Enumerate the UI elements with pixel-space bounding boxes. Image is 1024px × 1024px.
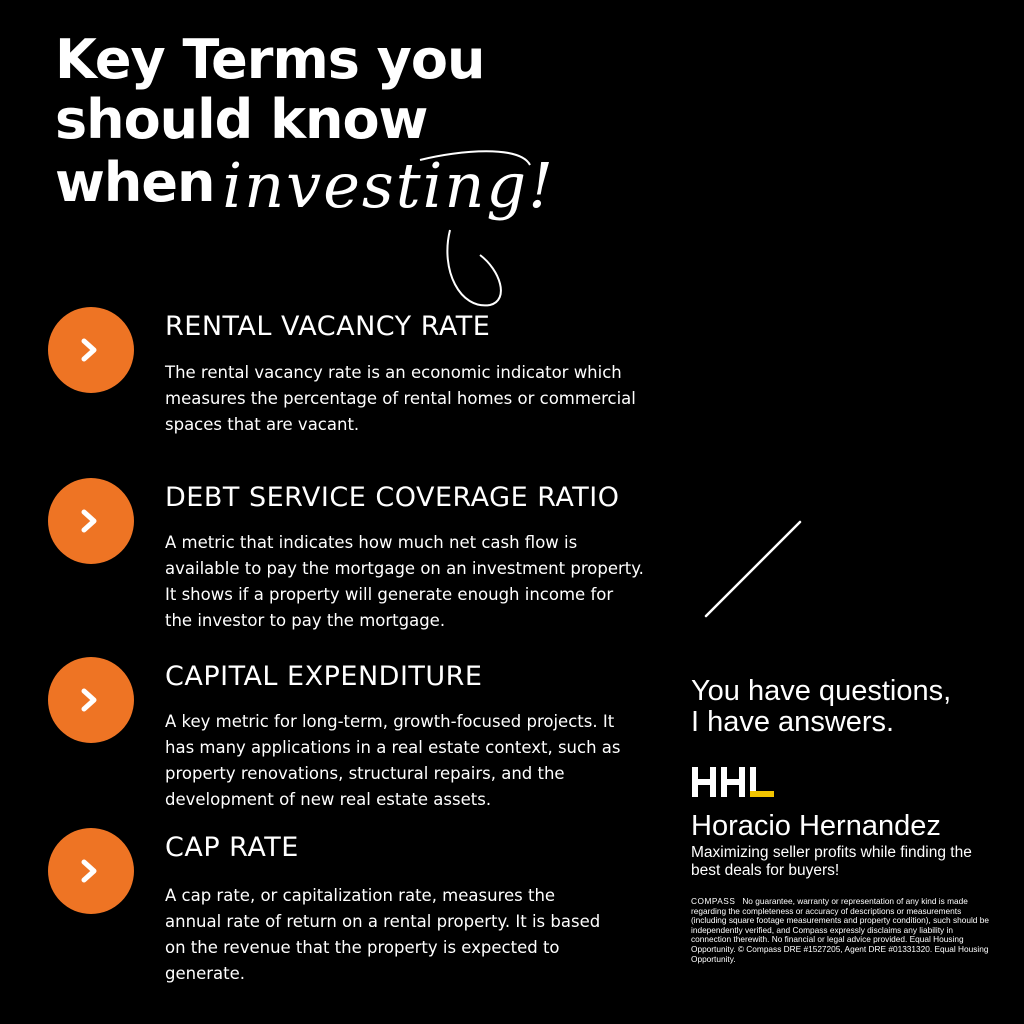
chevron-right-icon [80,337,102,363]
term-badge [48,657,134,743]
chevron-right-icon [80,687,102,713]
term-description: A metric that indicates how much net cash flow is available to pay the mortgage on an investment property. It shows if a property will generate enough income for the investor to pay the mortgage. [165,533,644,630]
tagline-line-2: I have answers. [691,706,895,738]
headline-line-1: Key Terms you [55,28,485,91]
tagline-line-1: You have questions, [691,675,952,707]
term-badge [48,478,134,564]
term-title: CAP RATE [165,832,299,863]
term-description: A key metric for long-term, growth-focused projects. It has many applications in a real estate context, such as property renovations, structural repairs, and the development of new real estate assets. [165,712,621,809]
agent-name: Horacio Hernandez [691,810,941,842]
term-badge [48,307,134,393]
agent-slogan: Maximizing seller profits while finding the best deals for buyers! [691,844,972,879]
disclaimer-text: No guarantee, warranty or representation of any kind is made regarding the completeness or accuracy of descriptions or measurements (including square footage measurements and property condition), such should be independently verified, and Compass expressly disclaims any liability in connection therewith. No financial or legal advice provided. Equal Housing Opportunity. © Compass DRE #1527205, Agent DRE #01331320. Equal Housing Opportunity. [691,896,989,964]
term-description: The rental vacancy rate is an economic indicator which measures the percentage of rental homes or commercial spaces that are vacant. [165,363,636,434]
chevron-right-icon [80,508,102,534]
legal-disclaimer [691,897,991,964]
headline-line-3-prefix: when [55,151,215,214]
term-title: RENTAL VACANCY RATE [165,311,491,342]
term-title: DEBT SERVICE COVERAGE RATIO [165,482,620,513]
brokerage-name: COMPASS [691,896,736,906]
headline-line-2: should know [55,88,428,151]
agent-tagline [691,676,951,738]
headline-script-word: investing! [222,149,555,222]
script-flourish [380,120,600,320]
chevron-right-icon [80,858,102,884]
term-title: CAPITAL EXPENDITURE [165,661,483,692]
decorative-slash [700,518,804,622]
term-badge [48,828,134,914]
agent-logo [692,765,776,799]
term-description: A cap rate, or capitalization rate, measures the annual rate of return on a rental property. It is based on the revenue that the property is expected to generate. [165,886,601,983]
